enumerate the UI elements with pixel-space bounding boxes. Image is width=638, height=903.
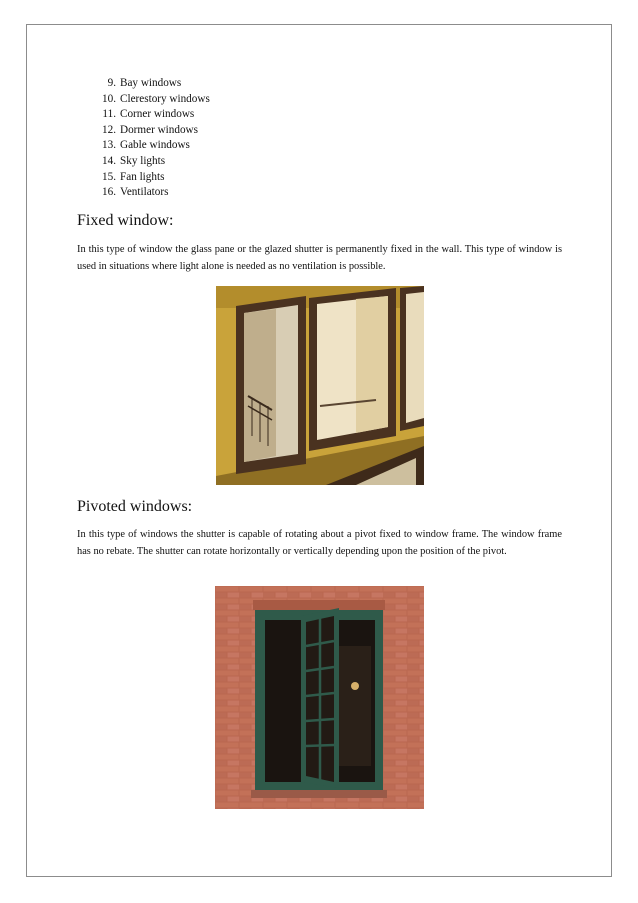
pivoted-windows-heading: Pivoted windows: bbox=[77, 498, 193, 515]
list-item: 14. Sky lights bbox=[102, 154, 166, 167]
list-item: 11. Corner windows bbox=[102, 108, 195, 121]
list-item: 10. Clerestory windows bbox=[102, 92, 210, 105]
list-item: 16. Ventilators bbox=[102, 186, 169, 199]
pivoted-window-photo bbox=[215, 586, 424, 809]
window-types-list bbox=[96, 76, 210, 201]
fixed-window-photo bbox=[216, 286, 424, 485]
list-item: 13. Gable windows bbox=[102, 139, 190, 152]
list-item: 9. Bay windows bbox=[107, 77, 182, 89]
list-item: 15. Fan lights bbox=[102, 170, 165, 183]
list-item: 12. Dormer windows bbox=[102, 123, 198, 136]
fixed-window-heading: Fixed window: bbox=[77, 212, 174, 229]
pivoted-windows-paragraph: In this type of windows the shutter is capable of rotating about a pivot fixed to window frame. The window frame has no rebate. The shutter can rotate horizontally or vertically depending upon the position of the pivot. bbox=[77, 529, 562, 557]
fixed-window-paragraph: In this type of window the glass pane or the glazed shutter is permanently fixed in the wall. This type of window is used in situations where light alone is needed as no ventilation is possible. bbox=[77, 244, 562, 272]
